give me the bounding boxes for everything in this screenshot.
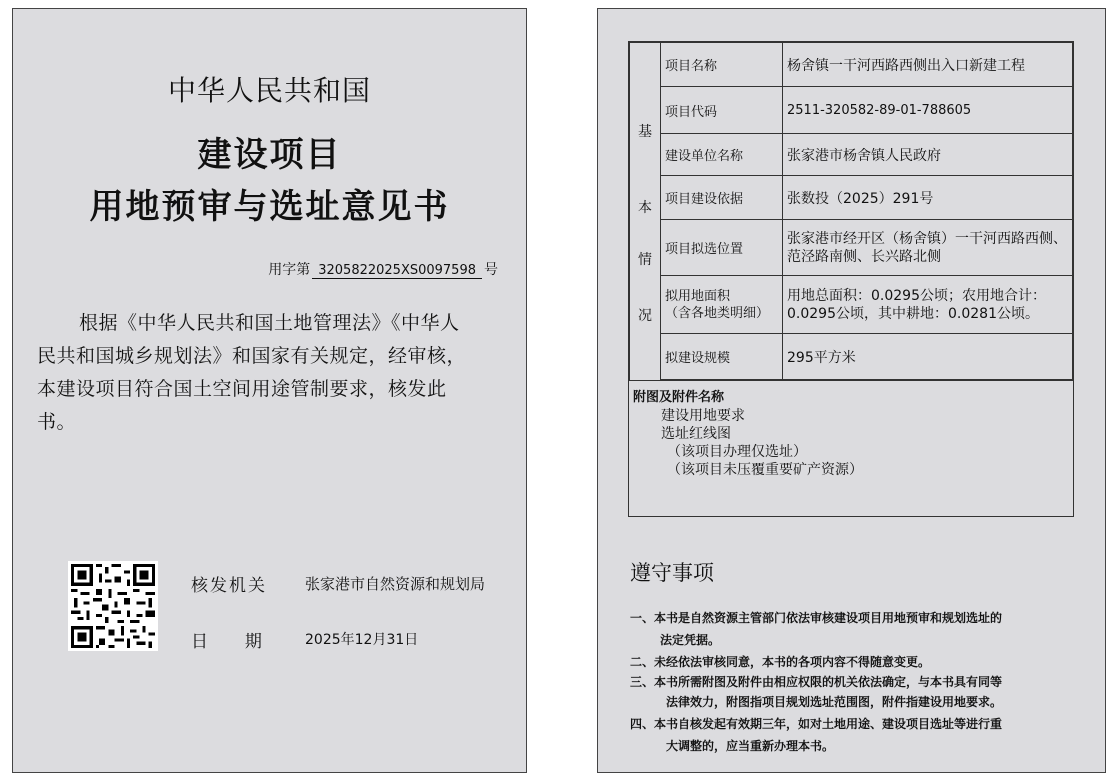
side-heading [630,43,661,380]
attachment-item: （该项目未压覆重要矿产资源） [667,462,863,478]
attachment-item: 建设用地要求 [661,408,745,424]
rule-line: 四、本书自核发起有效期三年，如对土地用途、建设项目选址等进行重 [630,717,1003,731]
row-label: 项目名称 [661,43,783,87]
title-line1: 建设项目 [197,135,342,175]
issuer-value: 张家港市自然资源和规划局 [305,575,486,593]
date-value: 2025年12月31日 [305,632,419,648]
docno-number: 3205822025XS0097598 [312,263,482,279]
title-line2: 用地预审与选址意见书 [89,187,450,227]
attachment-item: （该项目办理仅选址） [667,444,807,460]
row-label: 拟建设规模 [661,334,783,380]
table-row [630,176,1073,220]
rules-title: 遵守事项 [630,561,714,585]
issuer-label: 核发机关 [191,576,267,596]
date-label-char1: 日 [191,632,208,652]
table-row [630,220,1073,276]
attachment-item: 选址红线图 [661,426,731,442]
rule-line: 法定凭据。 [660,633,721,647]
rule-line: 大调整的，应当重新办理本书。 [666,739,835,753]
rule-line: 一、本书是自然资源主管部门依法审核建设项目用地预审和规划选址的 [630,611,1003,625]
right-page [597,8,1106,773]
attachments-heading: 附图及附件名称 [633,390,725,405]
basic-info-table [628,41,1074,517]
side-char: 基 [638,123,652,140]
rule-line: 三、本书所需附图及附件由相应权限的机关依法确定，与本书具有同等 [630,675,1003,689]
row-label: 项目拟选位置 [661,220,783,276]
row-value: 用地总面积：0.0295公顷；农用地合计：0.0295公顷，其中耕地：0.0281公顷。 [783,276,1073,334]
date-label-char2: 期 [244,632,262,652]
row-value: 295平方米 [783,334,1073,380]
row-value: 杨舍镇一干河西路西侧出入口新建工程 [783,43,1073,87]
table-row [630,43,1073,87]
table-row [630,276,1073,334]
attachments-section [629,380,1073,516]
body-text: 根据《中华人民共和国土地管理法》《中华人民共和国城乡规划法》和国家有关规定，经审核，本建设项目符合国土空间用途管制要求，核发此书。 [37,312,467,433]
rule-line: 二、未经依法审核同意，本书的各项内容不得随意变更。 [630,655,931,669]
country-name: 中华人民共和国 [167,74,371,107]
document-number [268,259,498,279]
date-label [191,627,262,652]
row-label-line2: （含各地类明细） [665,305,770,321]
row-value: 张数投（2025）291号 [783,176,1073,220]
table-row [630,87,1073,134]
row-label: 建设单位名称 [661,134,783,176]
row-label: 项目建设依据 [661,176,783,220]
row-value: 张家港市杨舍镇人民政府 [783,134,1073,176]
left-page [12,8,527,773]
docno-prefix: 用字第 [268,262,311,278]
row-label [661,276,783,334]
side-char: 况 [638,307,652,324]
rules-list [630,607,1070,757]
row-value: 2511-320582-89-01-788605 [783,87,1073,134]
side-char: 情 [638,251,652,268]
docno-suffix: 号 [484,262,498,278]
rule-line: 法律效力，附图指项目规划选址范围图，附件指建设用地要求。 [666,695,1003,709]
row-label-line1: 拟用地面积 [665,288,731,304]
qr-code-icon [68,561,158,651]
row-value: 张家港市经开区（杨舍镇）一干河西路西侧、范泾路南侧、长兴路北侧 [783,220,1073,276]
table-row [630,134,1073,176]
row-label: 项目代码 [661,87,783,134]
side-char: 本 [638,199,652,216]
table-row [630,334,1073,380]
